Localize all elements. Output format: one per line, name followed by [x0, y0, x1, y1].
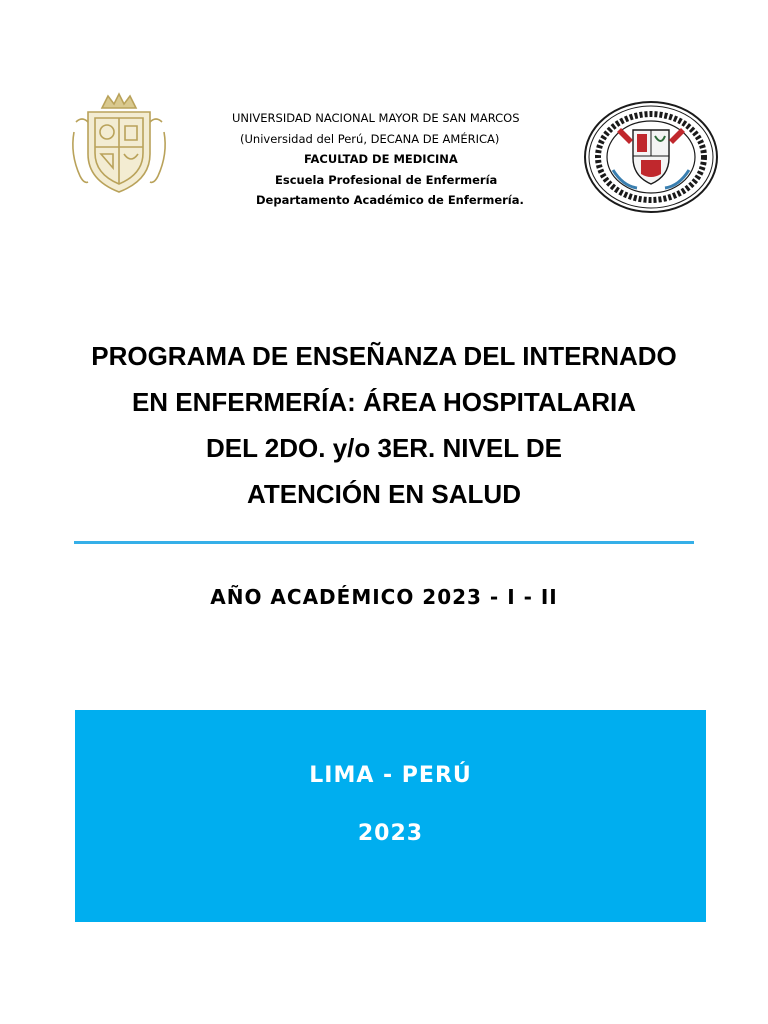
faculty-seal-icon	[583, 100, 719, 214]
university-crest-icon	[66, 92, 172, 198]
department-name: Departamento Académico de Enfermería.	[256, 193, 524, 208]
footer-year: 2023	[357, 821, 424, 846]
university-subtitle: (Universidad del Perú, DECANA DE AMÉRICA)	[240, 131, 500, 146]
divider-line	[74, 541, 694, 544]
school-name: Escuela Profesional de Enfermería	[275, 172, 498, 187]
academic-year: AÑO ACADÉMICO 2023 - I - II	[210, 585, 558, 609]
footer-banner	[75, 710, 706, 922]
title-line: PROGRAMA DE ENSEÑANZA DEL INTERNADO	[91, 341, 677, 371]
title-line: DEL 2DO. y/o 3ER. NIVEL DE	[206, 433, 562, 463]
faculty-name: FACULTAD DE MEDICINA	[304, 152, 458, 167]
university-name: UNIVERSIDAD NACIONAL MAYOR DE SAN MARCOS	[232, 111, 520, 125]
institution-header	[200, 108, 580, 211]
title-line: ATENCIÓN EN SALUD	[247, 479, 521, 509]
document-title	[0, 333, 768, 517]
footer-city: LIMA - PERÚ	[309, 763, 472, 788]
title-line: EN ENFERMERÍA: ÁREA HOSPITALARIA	[131, 387, 637, 417]
